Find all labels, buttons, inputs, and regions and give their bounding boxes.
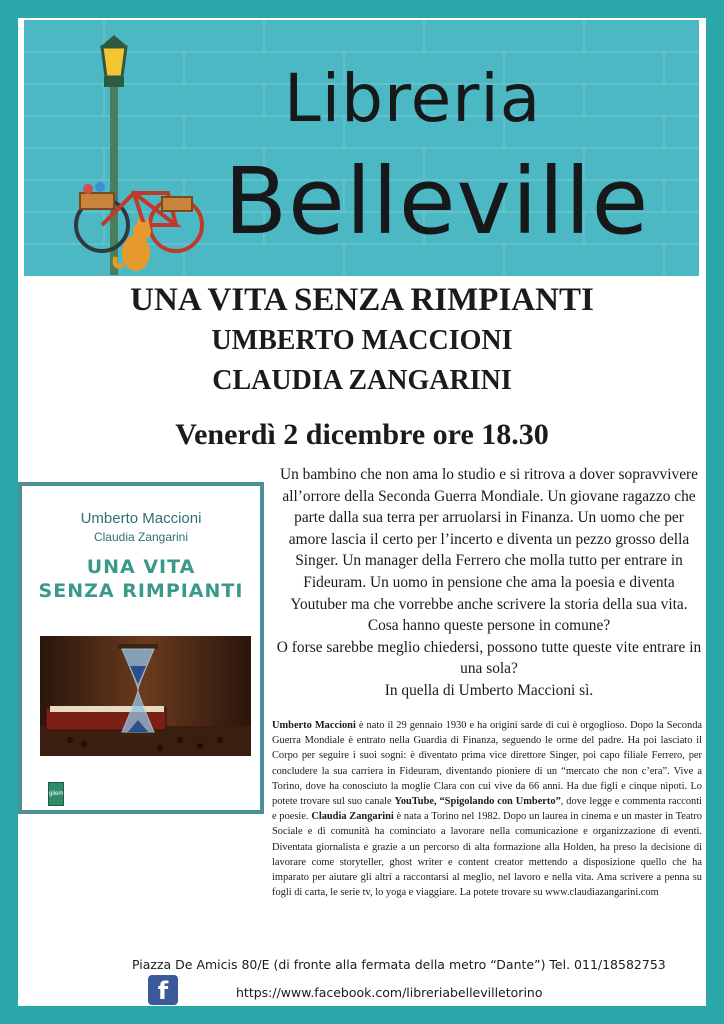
- facebook-link[interactable]: https://www.facebook.com/libreriabellevilletorino: [236, 985, 543, 1000]
- book-cover-title-line-1: UNA VITA: [86, 556, 196, 578]
- bio-text-claudia: è nata a Torino nel 1982. Dopo un laurea in cinema e un master in Teatro Sociale e di comunità ha cominciato a lavorare nella comunicazione e organizzazione di eventi. Diventata giornalista e grazie a un percorso di alta formazione alla Holden, ha preso la decisione di lavorare come storyteller, ghost writer e content creator mettendo a disposizione quello che ha imparato per aiutare gli altri a raccontarsi al meglio, nel lavoro e nella vita. Ama scrivere a penna su fogli di carta, le serie tv, lo yoga e viaggiare. La potete trovare su www.claudiazangarini.com: [272, 811, 702, 899]
- bio-text-umberto-end: , dove legge e commenta racconti e poesie.: [272, 796, 702, 823]
- event-date: Venerdì 2 dicembre ore 18.30: [175, 418, 549, 451]
- book-cover-title-line-2: SENZA RIMPIANTI: [38, 580, 244, 602]
- event-author-1: UMBERTO MACCIONI: [211, 325, 513, 356]
- book-cover-author-1: Umberto Maccioni: [80, 510, 202, 527]
- brand-line-1: Libreria: [284, 60, 542, 137]
- bookstore-address: Piazza De Amicis 80/E (di fronte alla fermata della metro “Dante”) Tel. 011/18582753: [132, 957, 666, 972]
- lamp-bicycle-cat-illustration: [64, 25, 234, 275]
- bio-name-claudia: Claudia Zangarini: [311, 811, 394, 823]
- event-description: [276, 464, 702, 702]
- brand-line-2: Belleville: [224, 148, 650, 255]
- book-cover: [18, 482, 264, 814]
- bio-paragraph: [272, 718, 702, 900]
- hourglass-photo: [40, 636, 251, 756]
- bio-name-umberto: Umberto Maccioni: [272, 720, 356, 731]
- facebook-icon[interactable]: f: [148, 975, 178, 1005]
- description-answer: In quella di Umberto Maccioni sì.: [384, 681, 594, 699]
- event-title: UNA VITA SENZA RIMPIANTI: [130, 282, 594, 318]
- book-cover-author-2: Claudia Zangarini: [93, 530, 189, 544]
- description-paragraph: Un bambino che non ama lo studio e si ritrova a dover sopravvivere all’orrore della Seconda Guerra Mondiale. Un giovane ragazzo che parte dalla sua terra per arruolarsi in Finanza. Un uomo che per amore lascia il certo per l’incerto e diventa un pezzo grosso della Singer. Un manager della Ferrero che molla tutto per entrare in Fideuram. Un uomo in pensione che ama la poesia e diventa Youtuber ma che vorrebbe anche scrivere la storia della sua vita. Cosa hanno queste persone in comune?: [280, 466, 698, 635]
- event-author-2: CLAUDIA ZANGARINI: [212, 365, 512, 396]
- bio-text-umberto: è nato il 29 gennaio 1930 e ha origini sarde di cui è orgoglioso. Dopo la Seconda Guerra Mondiale è entrato nella Guardia di Finanza, seguendo le orme del padre. Ha poi lasciato il Corpo per seguire i suoi sogni: è diventato prima vice direttore Singer, poi capo filiale Ferrero, per concludere la sua carriera in Fideuram, diventando pioniere di un “mercato che non c’era”. Vive a Torino, dove ha conosciuto la moglie Clara con cui vive da 66 anni. Ha due figli e cinque nipoti. Lo potete trovare sul suo canale: [272, 720, 702, 808]
- publisher-logo: gilem: [48, 782, 64, 806]
- header-banner: [24, 20, 699, 276]
- bio-youtube-channel: YouTube, “Spigolando con Umberto”: [394, 796, 561, 808]
- description-question: O forse sarebbe meglio chiedersi, possono tutte queste vite entrare in una sola?: [276, 638, 702, 678]
- authors-biography: [272, 718, 702, 900]
